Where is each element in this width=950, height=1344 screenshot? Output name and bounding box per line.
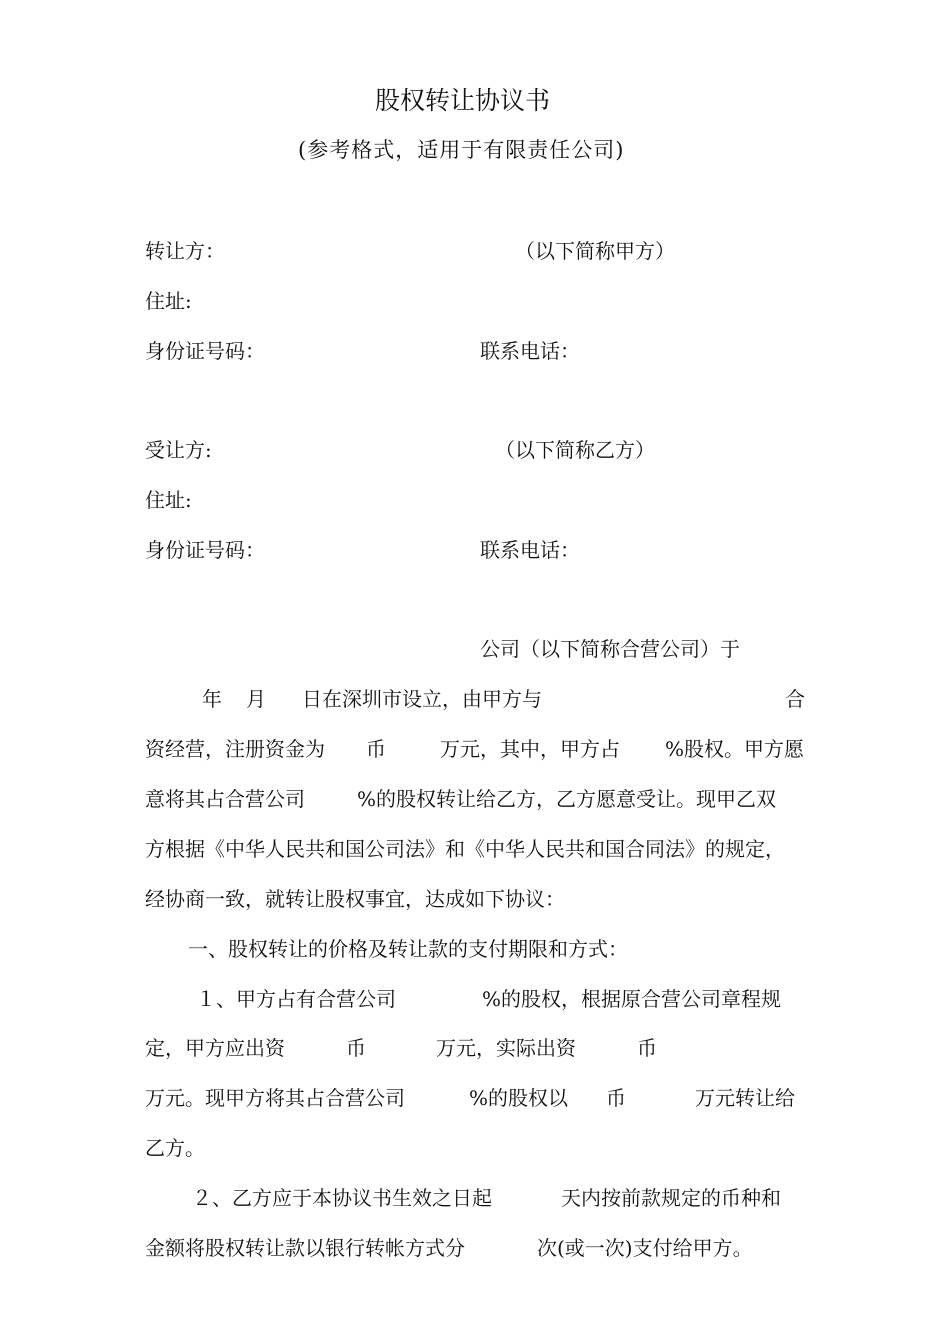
transferee-alias: （以下简称乙方） (495, 438, 655, 462)
transferee-label: 受让方: (145, 438, 212, 462)
transferee-address-label: 住址: (145, 488, 192, 512)
transferor-alias: （以下简称甲方） (515, 239, 675, 263)
preamble-line-4b: %的股权转让给乙方，乙方愿意受让。现甲乙双 (357, 787, 777, 811)
item-1-line-3b: %的股权以 (469, 1086, 569, 1110)
preamble-line-1: 公司（以下简称合营公司）于 (480, 637, 740, 661)
preamble-month: 月 (246, 687, 266, 711)
preamble-line-3c: 万元，其中，甲方占 (440, 737, 620, 761)
transferee-phone-label: 联系电话： (480, 538, 580, 562)
transferor-id-label: 身份证号码： (145, 339, 265, 363)
item-1-line-3a: 万元。现甲方将其占合营公司 (145, 1086, 405, 1110)
preamble-year: 年 (202, 687, 222, 711)
document-title: 股权转让协议书 (375, 86, 551, 115)
item-2-line-1a: ２、乙方应于本协议书生效之日起 (192, 1186, 492, 1210)
preamble-line-3a: 资经营，注册资金为 (145, 737, 325, 761)
preamble-line-4a: 意将其占合营公司 (145, 787, 305, 811)
item-1-line-2d: 币 (637, 1036, 657, 1060)
item-1-line-1b: %的股权，根据原合营公司章程规 (482, 987, 782, 1011)
preamble-line-2: 日在深圳市设立，由甲方与 (302, 687, 542, 711)
document-subtitle: (参考格式，适用于有限责任公司) (298, 138, 625, 162)
preamble-line-3b: 币 (366, 737, 386, 761)
transferor-phone-label: 联系电话： (480, 339, 580, 363)
item-1-line-2b: 币 (346, 1036, 366, 1060)
preamble-line-3d: %股权。甲方愿 (665, 737, 805, 761)
item-1-line-2a: 定，甲方应出资 (145, 1036, 285, 1060)
transferee-id-label: 身份证号码： (145, 538, 265, 562)
section-1-heading: 一、股权转让的价格及转让款的支付期限和方式： (188, 937, 628, 961)
item-1-line-3c: 币 (606, 1086, 626, 1110)
preamble-line-2-end: 合 (785, 687, 805, 711)
preamble-line-6: 经协商一致，就转让股权事宜，达成如下协议： (145, 887, 565, 911)
item-2-line-2a: 金额将股权转让款以银行转帐方式分 (145, 1236, 465, 1260)
item-1-line-3d: 万元转让给 (695, 1086, 795, 1110)
transferor-label: 转让方： (145, 239, 225, 263)
item-1-line-1a: １、甲方占有合营公司 (196, 987, 396, 1011)
item-1-line-4: 乙方。 (145, 1136, 205, 1160)
preamble-line-5: 方根据《中华人民共和国公司法》和《中华人民共和国合同法》的规定， (145, 837, 785, 861)
item-2-line-1b: 天内按前款规定的币种和 (561, 1186, 781, 1210)
transferor-address-label: 住址: (145, 289, 192, 313)
item-2-line-2b: 次(或一次)支付给甲方。 (537, 1236, 753, 1260)
item-1-line-2c: 万元，实际出资 (436, 1036, 576, 1060)
